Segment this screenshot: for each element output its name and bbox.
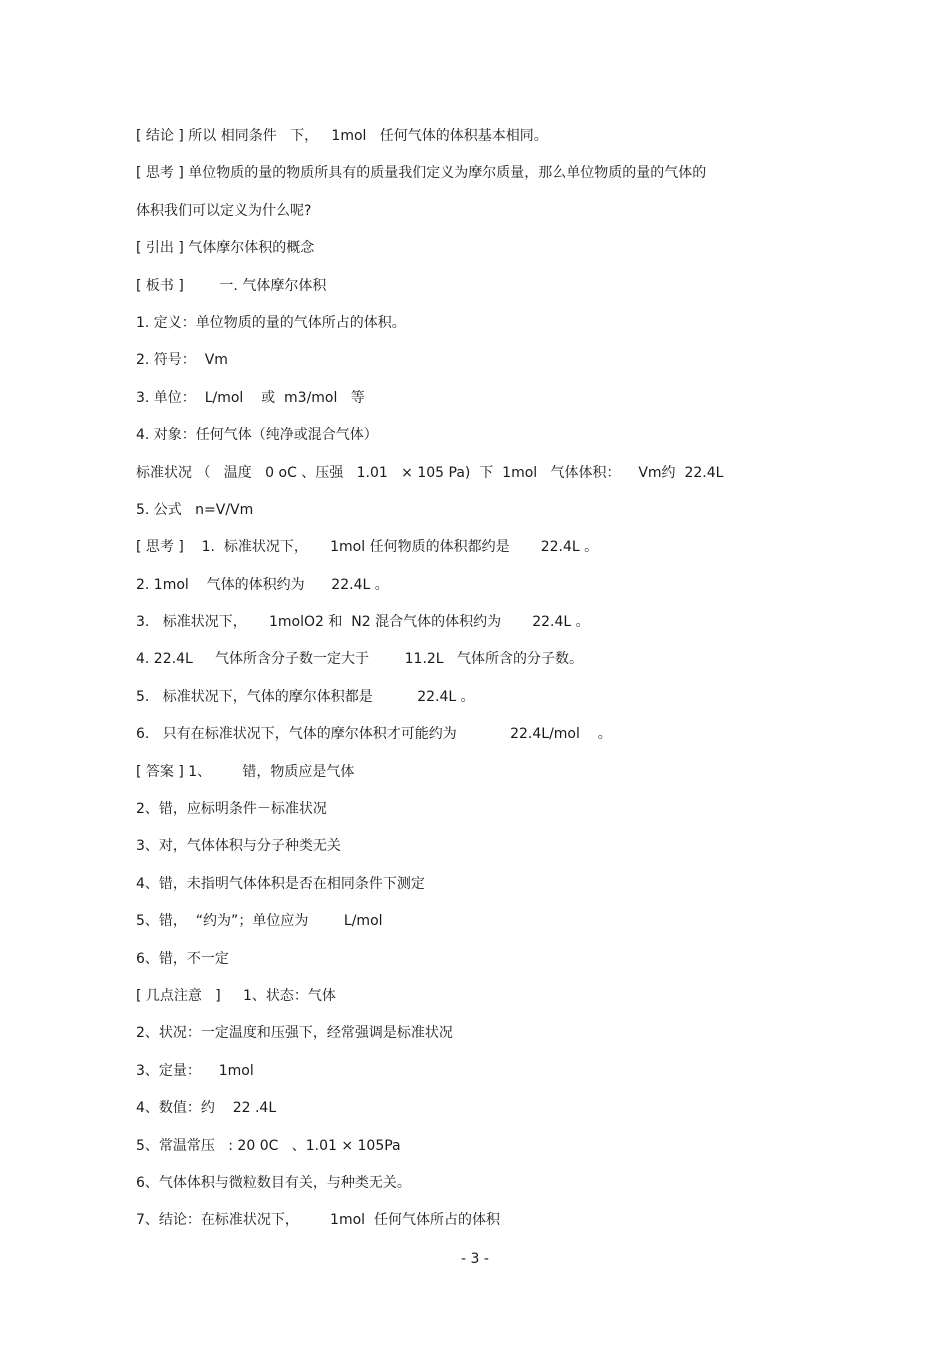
text-line: [ 几点注意 ] 1、状态：气体	[136, 987, 336, 1004]
text-line: 4、错，未指明气体体积是否在相同条件下测定	[136, 875, 425, 892]
text-line: 7、结论：在标准状况下， 1mol 任何气体所占的体积	[136, 1212, 500, 1229]
text-line: 2、状况：一定温度和压强下，经常强调是标准状况	[136, 1025, 453, 1042]
text-line: [ 板书 ] 一. 气体摩尔体积	[136, 277, 327, 294]
text-line: 体积我们可以定义为什么呢?	[136, 202, 312, 219]
text-line: 6、气体体积与微粒数目有关，与种类无关。	[136, 1174, 411, 1191]
text-line: 3. 单位： L/mol 或 m3/mol 等	[136, 389, 365, 406]
text-line: 3、定量： 1mol	[136, 1062, 254, 1079]
document-body	[136, 122, 776, 1244]
text-line: 5、常温常压 : 20 0C 、1.01 × 105Pa	[136, 1137, 401, 1154]
text-line: 5、错， “约为”；单位应为 L/mol	[136, 913, 383, 930]
text-line: [ 答案 ] 1、 错，物质应是气体	[136, 763, 355, 780]
text-line: 5. 公式 n=V/Vm	[136, 501, 254, 518]
text-line: 6. 只有在标准状况下，气体的摩尔体积才可能约为 22.4L/mol 。	[136, 726, 612, 743]
text-line: 4. 22.4L 气体所含分子数一定大于 11.2L 气体所含的分子数。	[136, 651, 583, 668]
page-number: - 3 -	[461, 1251, 489, 1267]
text-line: 3、对，气体体积与分子种类无关	[136, 838, 341, 855]
text-line: [ 思考 ] 单位物质的量的物质所具有的质量我们定义为摩尔质量，那么单位物质的量的气体的	[136, 165, 707, 182]
text-line: [ 思考 ] 1. 标准状况下， 1mol 任何物质的体积都约是 22.4L 。	[136, 539, 599, 556]
text-line: 4、数值：约 22 .4L	[136, 1100, 277, 1117]
text-line: [ 引出 ] 气体摩尔体积的概念	[136, 240, 315, 257]
text-line: 1. 定义：单位物质的量的气体所占的体积。	[136, 314, 406, 331]
text-line: 2. 符号： Vm	[136, 352, 228, 369]
text-line: 5. 标准状况下，气体的摩尔体积都是 22.4L 。	[136, 688, 475, 705]
text-line: 2、错，应标明条件－标准状况	[136, 801, 327, 818]
text-line: [ 结论 ] 所以 相同条件 下， 1mol 任何气体的体积基本相同。	[136, 128, 548, 144]
text-line: 3. 标准状况下， 1molO2 和 N2 混合气体的体积约为 22.4L 。	[136, 614, 590, 631]
text-line: 4. 对象：任何气体（纯净或混合气体）	[136, 427, 378, 444]
text-line: 6、错，不一定	[136, 950, 229, 967]
text-line: 2. 1mol 气体的体积约为 22.4L 。	[136, 576, 389, 593]
text-line: 标准状况 （ 温度 0 oC 、压强 1.01 × 105 Pa) 下 1mol 气体体积： Vm约 22.4L	[136, 464, 724, 481]
